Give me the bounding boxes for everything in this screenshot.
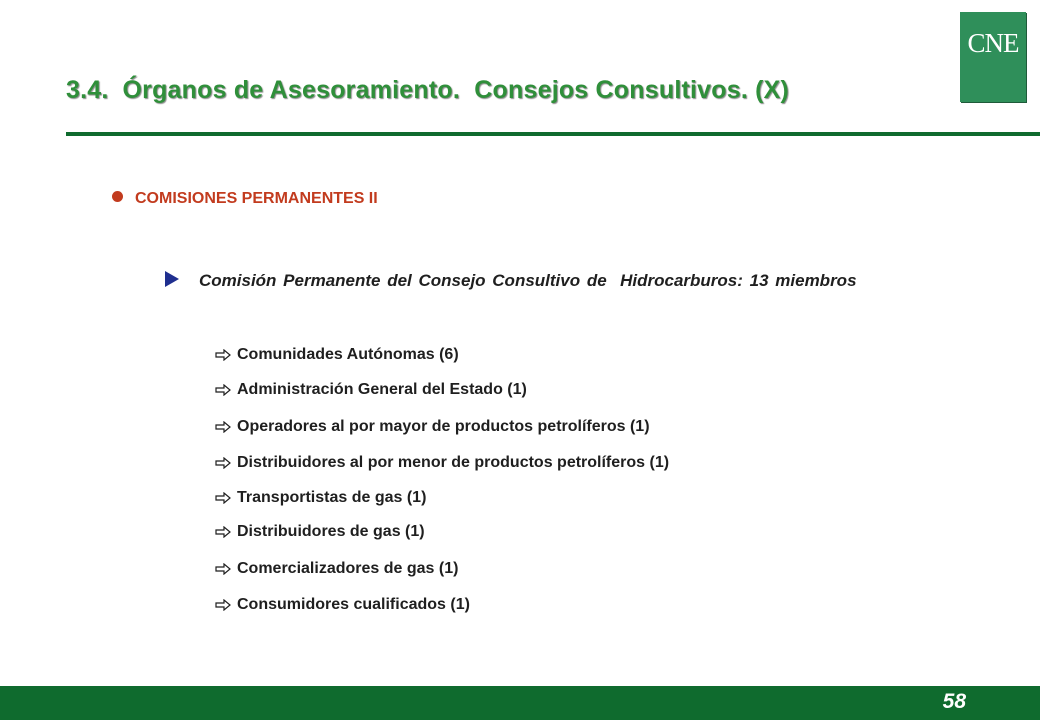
list-item: Distribuidores al por menor de productos petrolíferos (1) [215, 454, 669, 472]
list-item: Administración General del Estado (1) [215, 381, 527, 399]
list-item: Consumidores cualificados (1) [215, 596, 470, 614]
hollow-arrow-icon [215, 349, 231, 361]
hollow-arrow-icon [215, 421, 231, 433]
page-number: 58 [942, 690, 966, 713]
footer-bar [0, 686, 1040, 720]
slide-title [66, 76, 789, 105]
list-item: Comunidades Autónomas (6) [215, 346, 459, 364]
commission-text: Comisión Permanente del Consejo Consultivo de Hidrocarburos: 13 miembros [199, 271, 857, 290]
section-number: 3.4. [66, 76, 109, 104]
list-item: Operadores al por mayor de productos petrolíferos (1) [215, 418, 650, 436]
title-divider [66, 132, 1040, 136]
list-item: Transportistas de gas (1) [215, 489, 426, 507]
cne-logo [960, 12, 1026, 102]
hollow-arrow-icon [215, 563, 231, 575]
title-text: Órganos de Asesoramiento. Consejos Consultivos. (X) [122, 76, 790, 104]
list-item: Comercializadores de gas (1) [215, 560, 458, 578]
logo-text: CNE [967, 28, 1019, 58]
list-item: Distribuidores de gas (1) [215, 523, 425, 541]
triangle-arrow-icon [165, 271, 179, 287]
heading-text: COMISIONES PERMANENTES II [135, 190, 378, 207]
bullet-dot-icon [112, 191, 123, 202]
hollow-arrow-icon [215, 384, 231, 396]
hollow-arrow-icon [215, 457, 231, 469]
hollow-arrow-icon [215, 599, 231, 611]
commission-block [165, 269, 971, 292]
hollow-arrow-icon [215, 492, 231, 504]
hollow-arrow-icon [215, 526, 231, 538]
section-heading [112, 190, 378, 208]
